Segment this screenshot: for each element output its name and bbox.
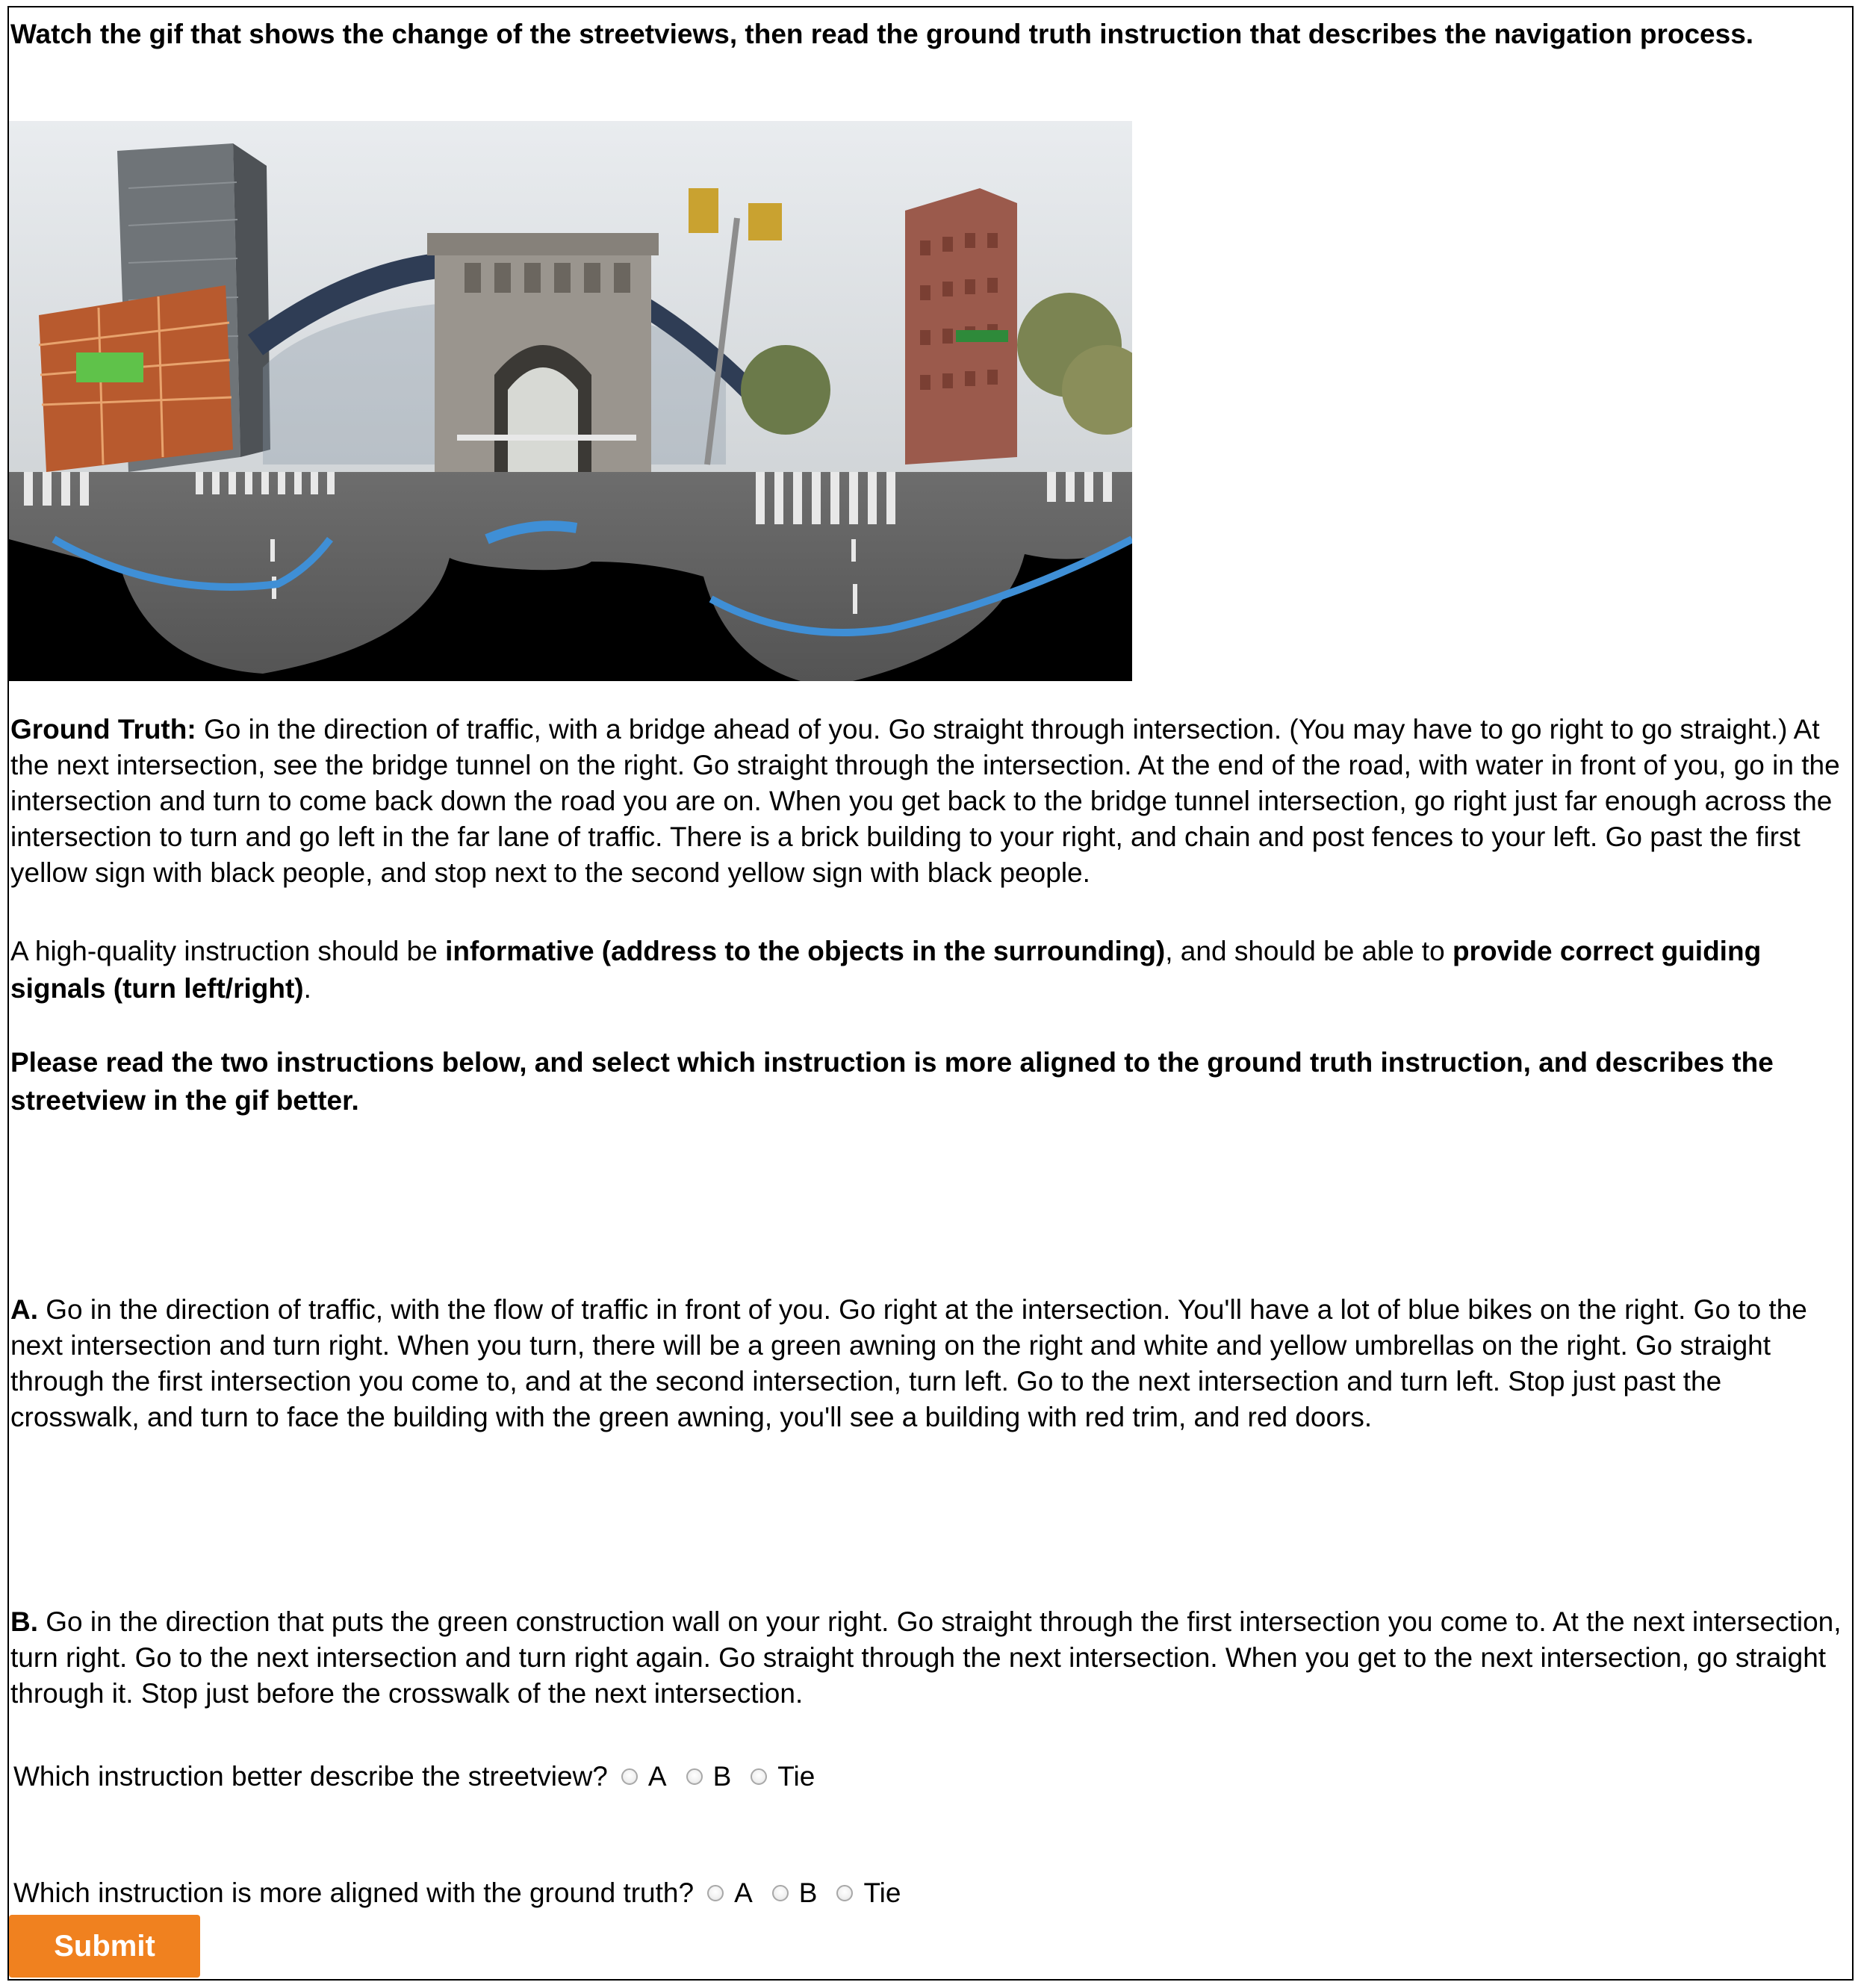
q1-label-tie[interactable]: Tie	[777, 1761, 815, 1792]
quality-note	[10, 933, 1833, 1007]
q2-label-a[interactable]: A	[734, 1877, 753, 1908]
quality-note-part3: .	[303, 973, 311, 1004]
task-directive: Please read the two instructions below, and select which instruction is more aligned to the ground truth instruction, and describes the streetview in the gif better.	[10, 1047, 1774, 1116]
instruction-b	[10, 1604, 1855, 1712]
question-ground-truth-text: Which instruction is more aligned with the ground truth?	[13, 1877, 695, 1908]
submit-button[interactable]: Submit	[9, 1915, 200, 1978]
instruction-a-text: Go in the direction of traffic, with the flow of traffic in front of you. Go right at the intersection. You'll have a lot of blue bikes on the right. Go to the next intersection and turn right. When you turn, there will be a green awning on the right and white and yellow umbrellas on the right. Go straight through the first intersection you come to, and at the second intersection, turn left. Go to the next intersection and turn left. Stop just past the crosswalk, and turn to face the building with the green awning, you'll see a building with red trim, and red doors.	[10, 1294, 1807, 1432]
question-ground-truth	[13, 1875, 907, 1911]
question-streetview	[13, 1759, 821, 1795]
ground-truth-label: Ground Truth:	[10, 714, 196, 745]
quality-note-part1: A high-quality instruction should be	[10, 936, 446, 966]
q2-label-tie[interactable]: Tie	[863, 1877, 901, 1908]
q1-radio-b[interactable]	[686, 1768, 703, 1785]
quality-note-informative: informative (address to the objects in the surrounding)	[445, 936, 1166, 966]
quality-note-guiding: provide correct guiding signals (turn left/right)	[10, 936, 1762, 1004]
intro-text: Watch the gif that shows the change of the streetviews, then read the ground truth instruction that describes the navigation process.	[10, 19, 1754, 49]
instruction-a	[10, 1292, 1840, 1435]
question-streetview-text: Which instruction better describe the streetview?	[13, 1761, 608, 1792]
instruction-b-text: Go in the direction that puts the green construction wall on your right. Go straight through the first intersection you come to. At the next intersection, turn right. Go to the next intersection and turn right again. Go straight through the next intersection. When you get to the next intersection, go straight through it. Stop just before the crosswalk of the next intersection.	[10, 1606, 1842, 1709]
instruction-a-label: A.	[10, 1294, 38, 1325]
q2-radio-a[interactable]	[707, 1885, 724, 1901]
q2-radio-b[interactable]	[772, 1885, 789, 1901]
ground-truth-text: Go in the direction of traffic, with a bridge ahead of you. Go straight through intersection. (You may have to go right to go straight.) At the next intersection, see the bridge tunnel on the right. Go straight through the intersection. At the end of the road, with water in front of you, go in the intersection and turn to come back down the road you are on. When you get back to the bridge tunnel intersection, go right just far enough across the intersection to turn and go left in the far lane of traffic. There is a brick building to your right, and chain and post fences to your left. Go past the first yellow sign with black people, and stop next to the second yellow sign with black people.	[10, 714, 1840, 888]
q2-radio-tie[interactable]	[836, 1885, 853, 1901]
streetview-gif	[9, 121, 1132, 681]
q1-label-b[interactable]: B	[712, 1761, 732, 1792]
q1-label-a[interactable]: A	[647, 1761, 667, 1792]
ground-truth-paragraph	[10, 712, 1840, 891]
streetview-panorama-image	[9, 121, 1132, 681]
q2-label-b[interactable]: B	[798, 1877, 818, 1908]
q1-radio-tie[interactable]	[751, 1768, 767, 1785]
q1-radio-a[interactable]	[621, 1768, 638, 1785]
instruction-b-label: B.	[10, 1606, 38, 1637]
quality-note-part2: , and should be able to	[1165, 936, 1453, 966]
